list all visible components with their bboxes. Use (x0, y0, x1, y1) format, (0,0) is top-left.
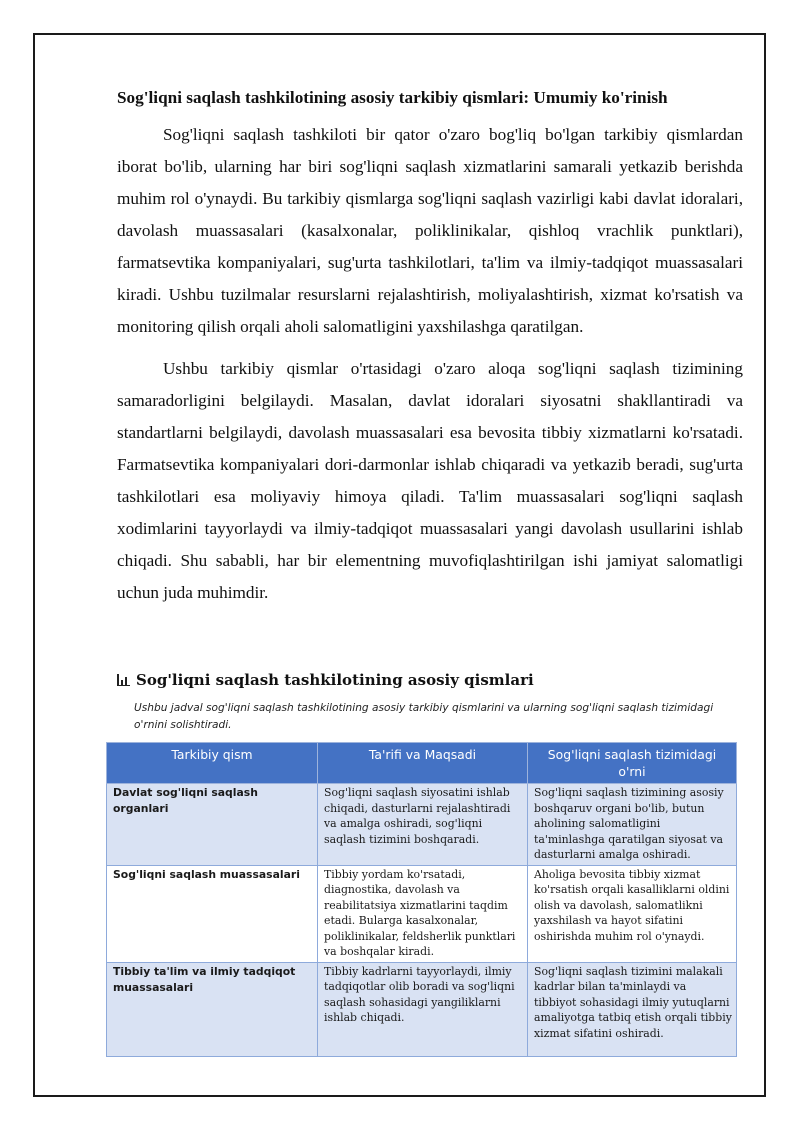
header-cell: Sog'liqni saqlash tizimidagi o'rni (528, 743, 737, 784)
document-title: Sog'liqni saqlash tashkilotining asosiy tarkibiy qismlari: Umumiy ko'rinish (117, 88, 668, 107)
document-body (117, 85, 743, 619)
table-cell: Tibbiy yordam ko'rsatadi, diagnostika, davolash va reabilitatsiya xizmatlarini taqdim etadi. Bularga kasalxonalar, poliklinikalar, feldsherlik punktlari va boshqalar kiradi. (318, 865, 528, 962)
components-table (106, 742, 737, 1057)
table-cell: Sog'liqni saqlash siyosatini ishlab chiqadi, dasturlarni rejalashtiradi va amalga oshiradi, sog'liqni saqlash tizimini boshqaradi. (318, 784, 528, 866)
header-cell: Tarkibiy qism (107, 743, 318, 784)
paragraph-2: Ushbu tarkibiy qismlar o'rtasidagi o'zaro aloqa sog'liqni saqlash tizimining samaradorligini belgilaydi. Masalan, davlat idoralari siyosatni shakllantiradi va standartlarni belgilaydi, davolash muassasalari esa bevosita tibbiy xizmatlarni ko'rsatadi. Farmatsevtika kompaniyalari dori-darmonlar ishlab chiqaradi va yetkazib beradi, sug'urta tashkilotlari esa moliyaviy himoya qiladi. Ta'lim muassasalari sog'liqni saqlash xodimlarini tayyorlaydi va ilmiy-tadqiqot muassasalari yangi davolash usullarini ishlab chiqadi. Shu sababli, har bir elementning muvofiqlashtirilgan ishi jamiyat salomatligi uchun juda muhimdir. (117, 359, 743, 602)
paragraph-1: Sog'liqni saqlash tashkiloti bir qator o'zaro bog'liq bo'lgan tarkibiy qismlardan iborat bo'lib, ularning har biri sog'liqni saqlash xizmatlarini samarali yetkazib berishda muhim rol o'ynaydi. Bu tarkibiy qismlarga sog'liqni saqlash vazirligi kabi davlat idoralari, davolash muassasalari (kasalxonalar, poliklinikalar, qishloq vrachlik punktlari), farmatsevtika kompaniyalari, sug'urta tashkilotlari, ta'lim va ilmiy-tadqiqot muassasalari kiradi. Ushbu tuzilmalar resurslarni rejalashtirish, moliyalashtirish, xizmat ko'rsatish va monitoring qilish orqali aholi salomatligini yaxshilashga qaratilgan. (117, 125, 743, 336)
table-cell: Tibbiy kadrlarni tayyorlaydi, ilmiy tadqiqotlar olib boradi va sog'liqni saqlash sohasidagi yangiliklarni ishlab chiqadi. (318, 962, 528, 1056)
table-cell: Sog'liqni saqlash muassasalari (107, 865, 318, 962)
table-cell: Aholiga bevosita tibbiy xizmat ko'rsatish orqali kasalliklarni oldini olish va davolash, salomatlikni yaxshilash va hayot sifatini oshirishda muhim rol o'ynaydi. (528, 865, 737, 962)
table-section-heading (117, 671, 534, 689)
header-cell: Ta'rifi va Maqsadi (318, 743, 528, 784)
table-row (107, 865, 737, 962)
bar-chart-icon (117, 674, 130, 686)
section-heading-text: Sog'liqni saqlash tashkilotining asosiy qismlari (136, 671, 534, 689)
table-row (107, 784, 737, 866)
table-caption: Ushbu jadval sog'liqni saqlash tashkilotining asosiy tarkibiy qismlarini va ularning sog'liqni saqlash tizimidagi o'rnini solishtiradi. (134, 702, 714, 731)
table-cell: Davlat sog'liqni saqlash organlari (107, 784, 318, 866)
table-header-row (107, 743, 737, 784)
table-row (107, 962, 737, 1056)
table-cell: Sog'liqni saqlash tizimining asosiy boshqaruv organi bo'lib, butun aholining salomatligini ta'minlashga qaratilgan siyosat va dasturlarni amalga oshiradi. (528, 784, 737, 866)
table-cell: Tibbiy ta'lim va ilmiy tadqiqot muassasalari (107, 962, 318, 1056)
table-cell: Sog'liqni saqlash tizimini malakali kadrlar bilan ta'minlaydi va tibbiyot sohasidagi ilmiy yutuqlarni amaliyotga tatbiq etish orqali tibbiy xizmat sifatini oshiradi. (528, 962, 737, 1056)
